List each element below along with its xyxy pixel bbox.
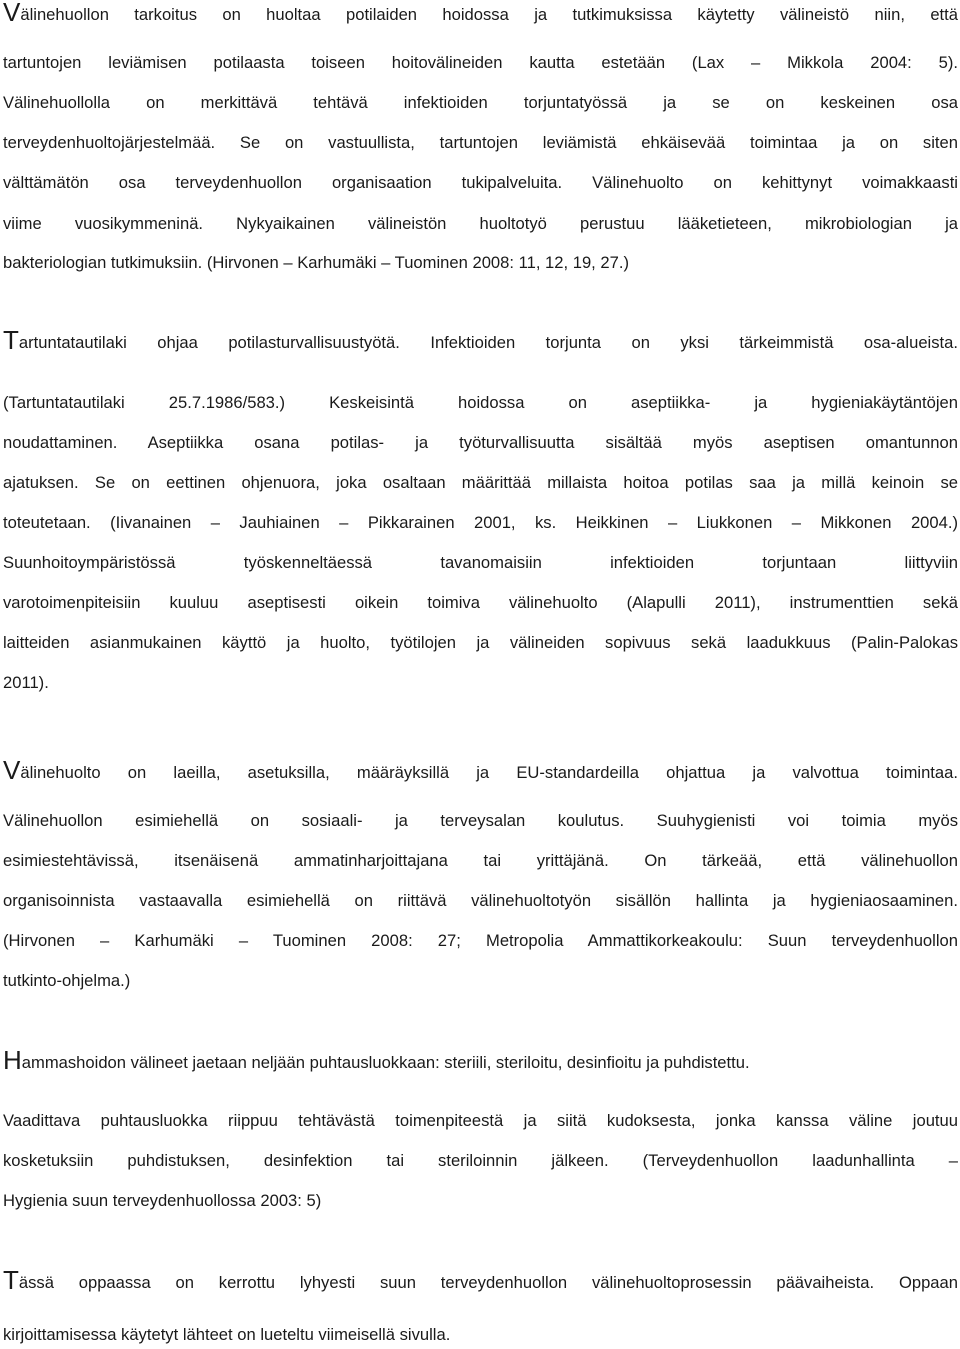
line-text: esimiestehtävissä, itsenäisenä ammatinharjoittajana tai yrittäjänä. On tärkeää, että välinehuollon bbox=[3, 851, 958, 870]
text-line bbox=[3, 888, 958, 914]
text-line bbox=[3, 755, 958, 786]
text-line bbox=[3, 1148, 958, 1174]
line-text: laitteiden asianmukainen käyttö ja huolto, työtilojen ja välineiden sopivuus sekä laadukkuus (Palin-Palokas bbox=[3, 633, 958, 652]
text-line bbox=[3, 430, 958, 456]
initial-letter: T bbox=[3, 325, 19, 355]
text-line bbox=[3, 1108, 958, 1134]
line-text: (Tartuntatautilaki 25.7.1986/583.) Keskeisintä hoidossa on aseptiikka- ja hygieniakäytäntöjen bbox=[3, 393, 958, 412]
initial-letter: V bbox=[3, 755, 21, 785]
line-text: Suunhoitoympäristössä työskenneltäessä tavanomaisiin infektioiden torjuntaan liittyviin bbox=[3, 553, 958, 572]
text-line bbox=[3, 968, 958, 994]
line-text: kirjoittamisessa käytetyt lähteet on lueteltu viimeisellä sivulla. bbox=[3, 1325, 451, 1344]
line-text: älinehuolto on laeilla, asetuksilla, määräyksillä ja EU-standardeilla ohjattua ja valvottua toimintaa. bbox=[20, 763, 958, 782]
initial-letter: T bbox=[3, 1265, 19, 1295]
line-text: tutkinto-ohjelma.) bbox=[3, 971, 131, 990]
text-line bbox=[3, 90, 958, 116]
text-line bbox=[3, 1045, 958, 1076]
line-text: kosketuksiin puhdistuksen, desinfektion tai steriloinnin jälkeen. (Terveydenhuollon laadunhallinta – bbox=[3, 1151, 958, 1170]
line-text: Hygienia suun terveydenhuollossa 2003: 5) bbox=[3, 1191, 322, 1210]
text-line bbox=[3, 1265, 958, 1296]
line-text: noudattaminen. Aseptiikka osana potilas- ja työturvallisuutta sisältää myös aseptisen omantunnon bbox=[3, 433, 958, 452]
line-text: tartuntojen leviämisen potilaasta toiseen hoitovälineiden kautta estetään (Lax – Mikkola 2004: 5). bbox=[3, 53, 958, 72]
initial-letter: V bbox=[3, 0, 21, 27]
text-line bbox=[3, 250, 958, 276]
line-text: varotoimenpiteisiin kuuluu aseptisesti oikein toimiva välinehuolto (Alapulli 2011), instrumenttien sekä bbox=[3, 593, 958, 612]
text-line bbox=[3, 130, 958, 156]
line-text: Vaadittava puhtausluokka riippuu tehtävästä toimenpiteestä ja siitä kudoksesta, jonka kanssa väline joutuu bbox=[3, 1111, 958, 1130]
text-line bbox=[3, 170, 958, 196]
initial-letter: H bbox=[3, 1045, 22, 1075]
line-text: viime vuosikymmeninä. Nykyaikainen välineistön huoltotyö perustuu lääketieteen, mikrobiologian ja bbox=[3, 214, 958, 233]
text-line bbox=[3, 550, 958, 576]
line-text: bakteriologian tutkimuksiin. (Hirvonen – Karhumäki – Tuominen 2008: 11, 12, 19, 27.) bbox=[3, 253, 629, 272]
line-text: organisoinnista vastaavalla esimiehellä on riittävä välinehuoltotyön sisällön hallinta ja hygieniaosaaminen. bbox=[3, 891, 958, 910]
text-line bbox=[3, 590, 958, 616]
text-line bbox=[3, 2, 958, 28]
text-line bbox=[3, 1188, 958, 1214]
text-line bbox=[3, 211, 958, 237]
line-text: artuntatautilaki ohjaa potilasturvallisuustyötä. Infektioiden torjunta on yksi tärkeimmistä osa-alueista. bbox=[18, 333, 958, 352]
text-line bbox=[3, 50, 958, 76]
line-text: Välinehuollon esimiehellä on sosiaali- ja terveysalan koulutus. Suuhygienisti voi toimia myös bbox=[3, 811, 958, 830]
text-line bbox=[3, 928, 958, 954]
line-text: välttämätön osa terveydenhuollon organisaation tukipalveluita. Välinehuolto on kehittynyt voimakkaasti bbox=[3, 173, 958, 192]
text-line bbox=[3, 470, 958, 496]
line-text: 2011). bbox=[3, 673, 49, 692]
line-text: terveydenhuoltojärjestelmää. Se on vastuullista, tartuntojen leviämistä ehkäisevää toimintaa ja on siten bbox=[3, 133, 958, 152]
text-line bbox=[3, 670, 958, 696]
line-text: Välinehuollolla on merkittävä tehtävä infektioiden torjuntatyössä ja se on keskeinen osa bbox=[3, 93, 958, 112]
text-line bbox=[3, 630, 958, 656]
line-text: toteutetaan. (Iivanainen – Jauhiainen – Pikkarainen 2001, ks. Heikkinen – Liukkonen – Mikkonen 2004.) bbox=[3, 513, 958, 532]
line-text: älinehuollon tarkoitus on huoltaa potilaiden hoidossa ja tutkimuksissa käytetty välineistö niin, että bbox=[20, 5, 958, 24]
line-text: ässä oppaassa on kerrottu lyhyesti suun terveydenhuollon välinehuoltoprosessin päävaiheista. Oppaan bbox=[18, 1273, 958, 1292]
line-text: (Hirvonen – Karhumäki – Tuominen 2008: 27; Metropolia Ammattikorkeakoulu: Suun terveydenhuollon bbox=[3, 931, 958, 950]
text-line bbox=[3, 1322, 958, 1348]
text-line bbox=[3, 848, 958, 874]
text-line bbox=[3, 325, 958, 356]
text-line bbox=[3, 510, 958, 536]
text-line bbox=[3, 390, 958, 416]
text-line bbox=[3, 808, 958, 834]
line-text: ammashoidon välineet jaetaan neljään puhtausluokkaan: steriili, steriloitu, desinfioitu ja puhdistettu. bbox=[21, 1053, 750, 1072]
line-text: ajatuksen. Se on eettinen ohjenuora, joka osaltaan määrittää millaista hoitoa potilas saa ja millä keinoin se bbox=[3, 473, 958, 492]
